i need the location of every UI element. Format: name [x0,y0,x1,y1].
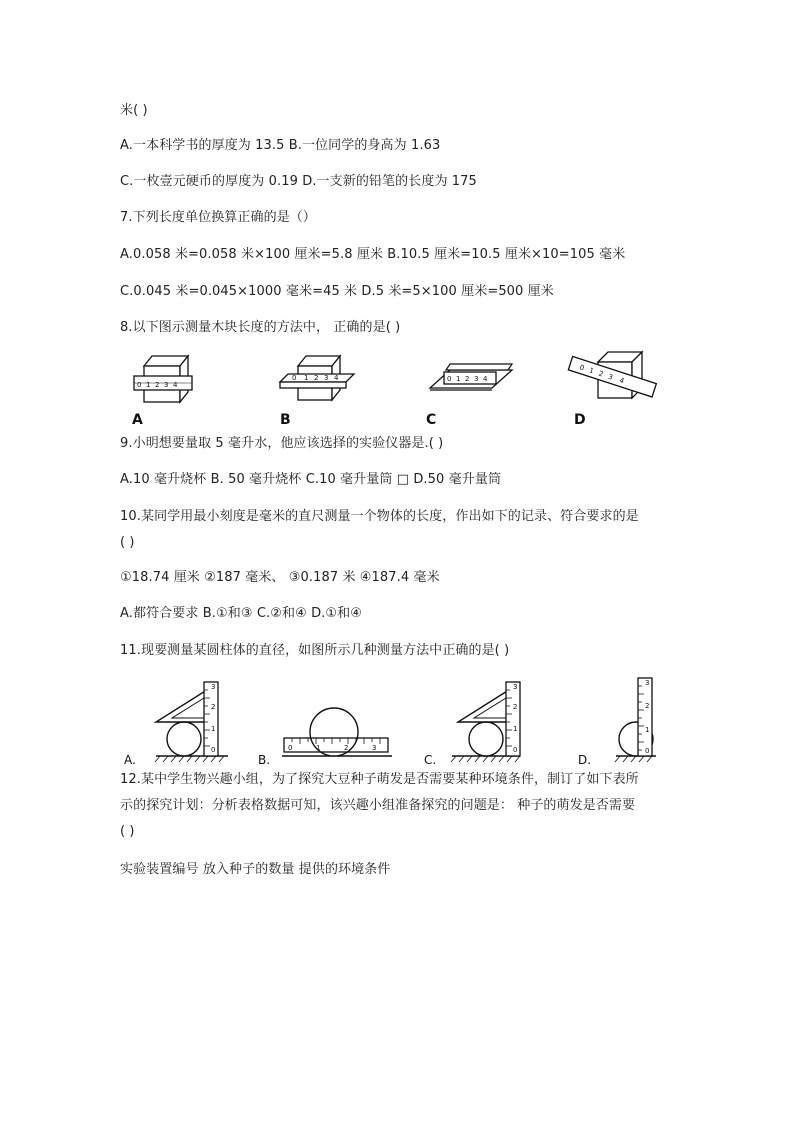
svg-text:1: 1 [146,381,151,389]
q8-label-a: A [132,412,143,428]
svg-text:3: 3 [211,683,216,691]
svg-text:1: 1 [211,725,216,733]
q8-option-c-diagram [426,364,512,428]
svg-text:2: 2 [211,703,216,711]
q8-option-d-diagram [568,352,656,428]
svg-text:0: 0 [447,375,452,383]
q7-options-ab: A.0.058 米=0.058 米×100 厘米=5.8 厘米 B.10.5 厘米=10.5 厘米×10=105 毫米 [120,247,626,262]
q11-label-c: C. [424,753,437,767]
svg-text:1: 1 [316,744,321,752]
q12-stem-cont: 示的探究计划：分析表格数据可知，该兴趣小组准备探究的问题是： 种子的萌发是否需要 [120,798,636,813]
q11-option-d-diagram [578,678,656,767]
q12-table-header: 实验装置编号 放入种子的数量 提供的环境条件 [120,862,391,877]
q8-stem: 8.以下图示测量木块长度的方法中， 正确的是( ) [120,320,401,335]
svg-text:2: 2 [465,375,470,383]
svg-text:0: 0 [292,374,297,382]
svg-text:0: 0 [645,747,650,755]
q7-options-cd: C.0.045 米=0.045×1000 毫米=45 米 D.5 米=5×100 厘米=500 厘米 [120,284,554,299]
q11-label-b: B. [258,753,271,767]
svg-text:0: 0 [578,363,586,373]
svg-text:2: 2 [597,369,605,379]
svg-text:4: 4 [483,375,488,383]
svg-text:1: 1 [456,375,461,383]
q11-option-c-diagram [424,682,520,767]
svg-text:3: 3 [474,375,479,383]
text-line: 米( ) [120,103,148,118]
q6-options-cd: C.一枚壹元硬币的厚度为 0.19 D.一支新的铅笔的长度为 175 [120,174,477,189]
svg-text:2: 2 [513,703,518,711]
q11-option-a-diagram [124,682,228,767]
q10-stem-cont: ( ) [120,535,135,550]
svg-text:1: 1 [513,725,518,733]
q10-options: A.都符合要求 B.①和③ C.②和④ D.①和④ [120,606,363,621]
svg-text:4: 4 [334,374,339,382]
svg-text:3: 3 [372,744,377,752]
svg-text:3: 3 [607,372,614,382]
q6-options-ab: A.一本科学书的厚度为 13.5 B.一位同学的身高为 1.63 [120,138,441,153]
q11-figure [116,676,676,768]
svg-text:4: 4 [618,376,626,386]
q12-blank: ( ) [120,824,135,839]
svg-text:2: 2 [645,702,650,710]
q11-option-b-diagram [258,708,392,767]
svg-text:2: 2 [314,374,319,382]
svg-text:0: 0 [513,746,518,754]
q7-stem: 7.下列长度单位换算正确的是（） [120,210,317,225]
q11-label-a: A. [124,753,136,767]
svg-text:3: 3 [324,374,329,382]
svg-text:0: 0 [288,744,293,752]
svg-text:2: 2 [155,381,160,389]
svg-text:1: 1 [587,366,595,376]
q8-option-b-diagram [280,356,354,428]
svg-text:1: 1 [304,374,309,382]
svg-text:1: 1 [645,726,650,734]
q12-stem: 12.某中学生物兴趣小组，为了探究大豆种子萌发是否需要某种环境条件，制订了如下表所 [120,772,639,787]
q8-figure [128,348,648,430]
q8-label-b: B [280,412,291,428]
q8-label-c: C [426,412,437,428]
q10-stem: 10.某同学用最小刻度是毫米的直尺测量一个物体的长度，作出如下的记录、符合要求的是 [120,509,639,524]
q11-stem: 11.现要测量某圆柱体的直径，如图所示几种测量方法中正确的是( ) [120,643,510,658]
svg-text:3: 3 [645,679,650,687]
q10-records: ①18.74 厘米 ②187 毫米、 ③0.187 米 ④187.4 毫米 [120,570,440,585]
q8-label-d: D [574,412,586,428]
svg-text:3: 3 [164,381,169,389]
svg-text:0: 0 [211,746,216,754]
q9-options: A.10 毫升烧杯 B. 50 毫升烧杯 C.10 毫升量筒 □ D.50 毫升量筒 [120,472,502,487]
svg-text:2: 2 [344,744,349,752]
svg-text:0: 0 [137,381,142,389]
svg-text:3: 3 [513,683,518,691]
svg-text:4: 4 [173,381,178,389]
q11-label-d: D. [578,753,592,767]
q8-option-a-diagram [132,356,192,428]
q9-stem: 9.小明想要量取 5 毫升水，他应该选择的实验仪器是.( ) [120,436,444,451]
